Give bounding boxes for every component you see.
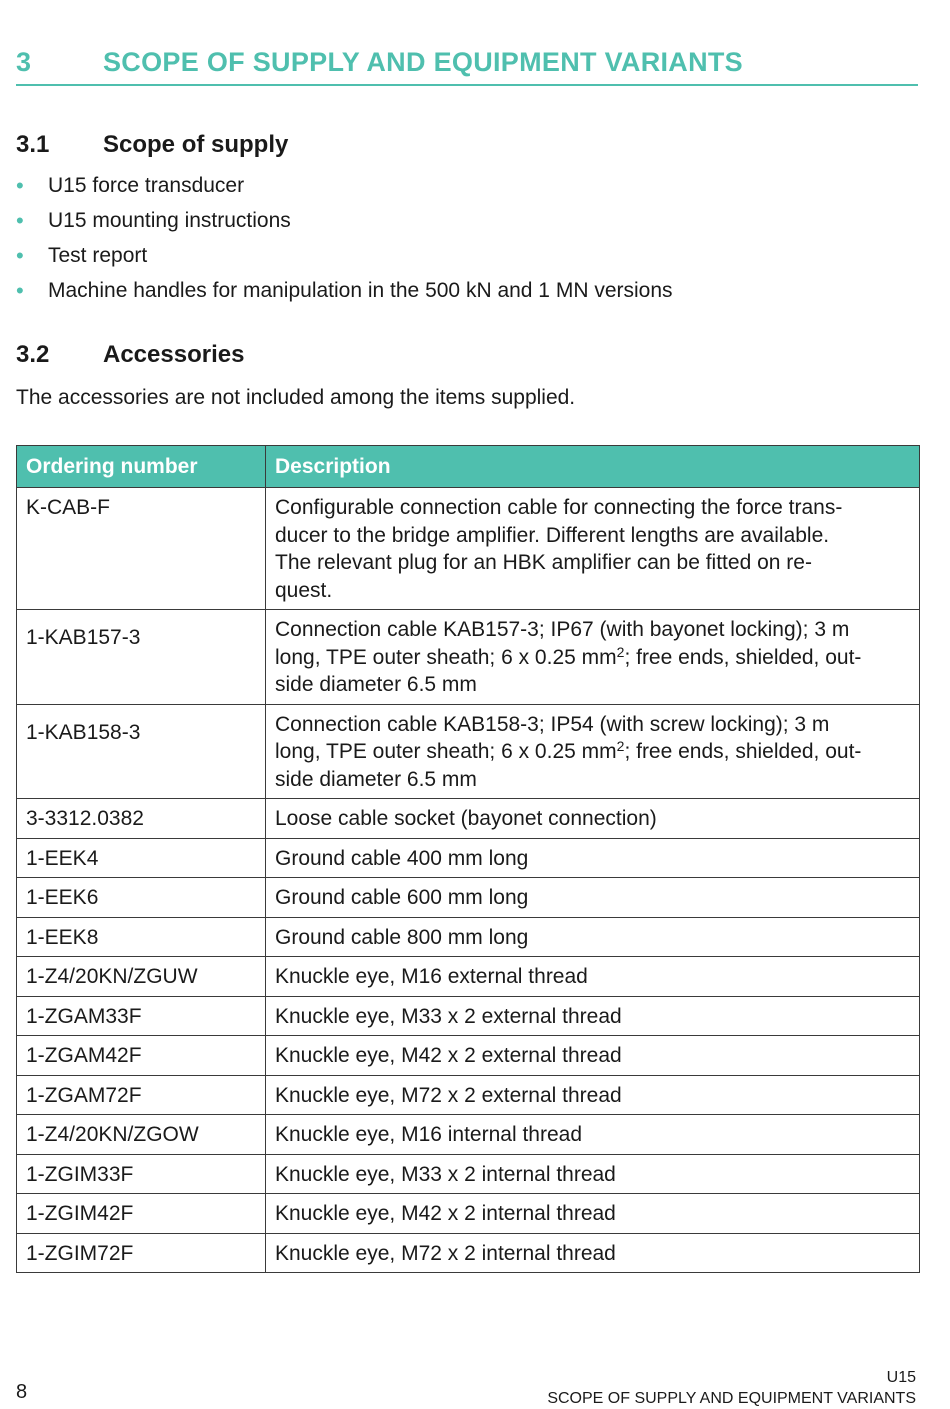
- list-item: • U15 mounting instructions: [16, 206, 673, 241]
- description-cell: Knuckle eye, M42 x 2 external thread: [266, 1036, 920, 1076]
- table-row: [17, 1154, 920, 1194]
- bullet-icon: •: [16, 278, 24, 303]
- ordering-number-cell: 1-ZGAM72F: [17, 1075, 266, 1115]
- description-cell: Connection cable KAB157-3; IP67 (with bayonet locking); 3 m long, TPE outer sheath; 6 x 0.25 $mm^2$; free ends, shielded, out- side diameter 6.5 mm: [266, 610, 920, 705]
- description-cell: Knuckle eye, M16 internal thread: [266, 1115, 920, 1155]
- ordering-number-cell: 1-ZGAM42F: [17, 1036, 266, 1076]
- table-row: [17, 1194, 920, 1234]
- accessories-table: [16, 445, 920, 1273]
- table-row: [17, 1075, 920, 1115]
- table-row: [17, 917, 920, 957]
- section-number: 3.2: [16, 341, 50, 368]
- table-row: [17, 704, 920, 799]
- column-header-ordering-number: Ordering number: [17, 446, 266, 488]
- ordering-number-cell: 1-Z4/20KN/ZGUW: [17, 957, 266, 997]
- description-cell: Configurable connection cable for connecting the force trans- ducer to the bridge amplifier. Different lengths are available. The relevant plug for an HBK amplifier can be fitted on re- quest.: [266, 488, 920, 610]
- description-cell: Knuckle eye, M33 x 2 external thread: [266, 996, 920, 1036]
- bullet-icon: •: [16, 173, 24, 198]
- ordering-number-cell: 3-3312.0382: [17, 799, 266, 839]
- ordering-number-cell: 1-ZGIM72F: [17, 1233, 266, 1273]
- table-row: [17, 1115, 920, 1155]
- description-cell: Knuckle eye, M72 x 2 external thread: [266, 1075, 920, 1115]
- section-number: 3.1: [16, 131, 50, 158]
- page-number: 8: [16, 1381, 28, 1403]
- table-row: [17, 488, 920, 610]
- ordering-number-cell: 1-EEK8: [17, 917, 266, 957]
- ordering-number-cell: K-CAB-F: [17, 488, 266, 610]
- chapter-number: 3: [16, 47, 32, 77]
- section-title: Scope of supply: [103, 131, 289, 158]
- ordering-number-cell: 1-ZGIM33F: [17, 1154, 266, 1194]
- table-header-row: [17, 446, 920, 488]
- table-row: [17, 838, 920, 878]
- list-item: • Machine handles for manipulation in the 500 kN and 1 MN versions: [16, 276, 673, 311]
- ordering-number-cell: 1-KAB158-3: [17, 704, 266, 799]
- description-cell: Knuckle eye, M33 x 2 internal thread: [266, 1154, 920, 1194]
- table-row: [17, 1233, 920, 1273]
- list-item: • U15 force transducer: [16, 171, 673, 206]
- chapter-heading: [16, 44, 918, 86]
- table-row: [17, 1036, 920, 1076]
- ordering-number-cell: 1-ZGAM33F: [17, 996, 266, 1036]
- ordering-number-cell: 1-Z4/20KN/ZGOW: [17, 1115, 266, 1155]
- description-cell: Ground cable 800 mm long: [266, 917, 920, 957]
- ordering-number-cell: 1-EEK6: [17, 878, 266, 918]
- ordering-number-cell: 1-ZGIM42F: [17, 1194, 266, 1234]
- table-row: [17, 799, 920, 839]
- description-cell: Connection cable KAB158-3; IP54 (with screw locking); 3 m long, TPE outer sheath; 6 x 0.25 $mm^2$; free ends, shielded, out- side diameter 6.5 mm: [266, 704, 920, 799]
- footer-product: U15: [886, 1369, 916, 1386]
- description-cell: Knuckle eye, M16 external thread: [266, 957, 920, 997]
- bullet-icon: •: [16, 243, 24, 268]
- description-cell: Ground cable 600 mm long: [266, 878, 920, 918]
- footer-chapter-title: SCOPE OF SUPPLY AND EQUIPMENT VARIANTS: [547, 1390, 916, 1407]
- description-cell: Loose cable socket (bayonet connection): [266, 799, 920, 839]
- scope-list: [16, 171, 673, 311]
- column-header-description: Description: [266, 446, 920, 488]
- chapter-title: SCOPE OF SUPPLY AND EQUIPMENT VARIANTS: [103, 47, 743, 77]
- table-row: [17, 878, 920, 918]
- description-cell: Knuckle eye, M42 x 2 internal thread: [266, 1194, 920, 1234]
- table-row: [17, 957, 920, 997]
- section-title: Accessories: [103, 341, 245, 368]
- description-cell: Ground cable 400 mm long: [266, 838, 920, 878]
- table-row: [17, 610, 920, 705]
- running-footer: [547, 1367, 916, 1409]
- list-item: • Test report: [16, 241, 673, 276]
- bullet-icon: •: [16, 208, 24, 233]
- ordering-number-cell: 1-EEK4: [17, 838, 266, 878]
- description-cell: Knuckle eye, M72 x 2 internal thread: [266, 1233, 920, 1273]
- accessories-intro: The accessories are not included among the items supplied.: [16, 386, 576, 409]
- ordering-number-cell: 1-KAB157-3: [17, 610, 266, 705]
- table-row: [17, 996, 920, 1036]
